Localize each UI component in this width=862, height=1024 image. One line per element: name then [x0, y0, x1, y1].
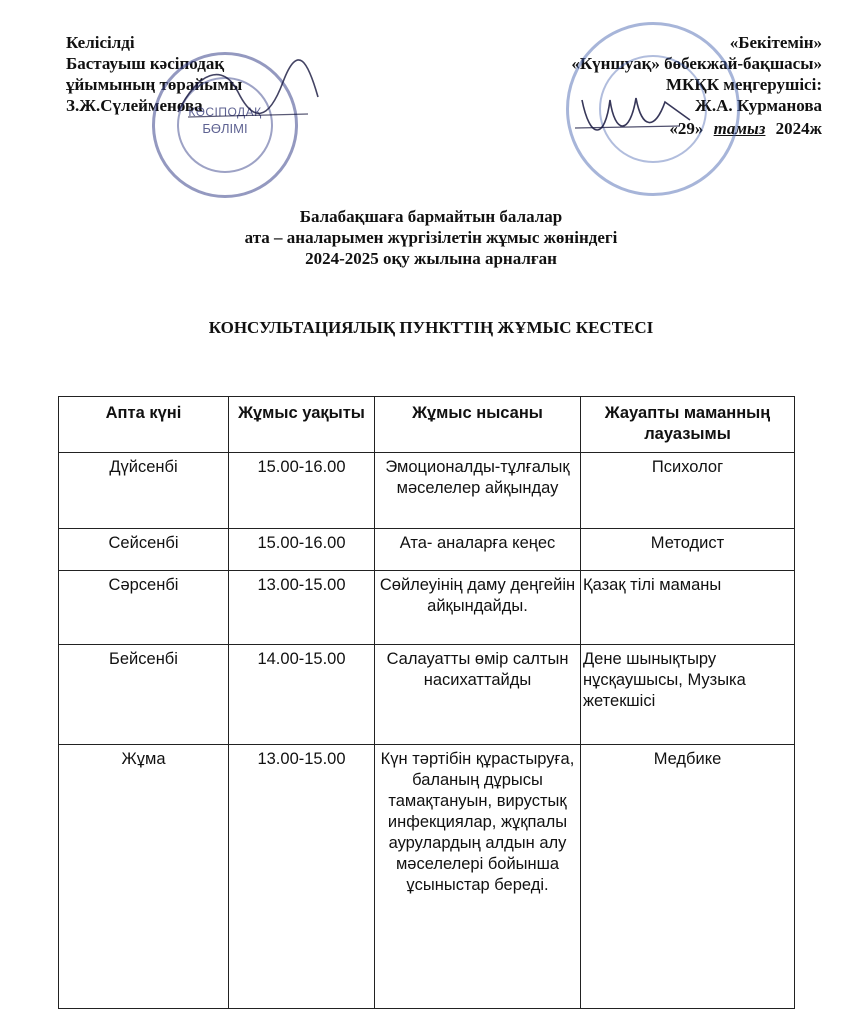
approval-left-line2: Бастауыш кәсіподақ	[66, 54, 225, 73]
table-row	[59, 745, 795, 1009]
stamp-center-text2: БӨЛІМІ	[202, 121, 248, 136]
table-row	[59, 645, 795, 745]
cell-time: 15.00-16.00	[229, 529, 375, 571]
table-row	[59, 453, 795, 529]
cell-day: Бейсенбі	[59, 645, 229, 745]
approval-right-line3: МКҚК меңгерушісі:	[666, 75, 822, 94]
approval-right-line4: Ж.А. Курманова	[695, 96, 822, 115]
cell-day: Жұма	[59, 745, 229, 1009]
date-day: «29»	[669, 119, 704, 138]
cell-time: 15.00-16.00	[229, 453, 375, 529]
union-stamp	[152, 52, 298, 198]
title-line-2: ата – аналарымен жүргізілетін жұмыс жөніндегі	[244, 228, 618, 247]
cell-day: Сәрсенбі	[59, 571, 229, 645]
approval-right-line2: «Күншуақ» бөбекжай-бақшасы»	[571, 54, 822, 73]
cell-activity: Ата- аналарға кеңес	[375, 529, 581, 571]
approval-right-line1: «Бекітемін»	[729, 33, 822, 52]
cell-day: Сейсенбі	[59, 529, 229, 571]
cell-activity: Сөйлеуінің даму деңгейін айқындайды.	[375, 571, 581, 645]
header-responsible: Жауапты маманның лауазымы	[581, 397, 795, 453]
table-row	[59, 529, 795, 571]
approval-left-line4: З.Ж.Сүлейменова	[66, 96, 203, 115]
date-year: 2024ж	[775, 119, 822, 138]
table-row	[59, 571, 795, 645]
main-title: КОНСУЛЬТАЦИЯЛЫҚ ПУНКТТІҢ ЖҰМЫС КЕСТЕСІ	[208, 318, 654, 337]
cell-responsible: Қазақ тілі маманы	[581, 571, 795, 645]
cell-activity: Салауатты өмір салтын насихаттайды	[375, 645, 581, 745]
header-activity: Жұмыс нысаны	[375, 397, 581, 453]
approval-left-line3: ұйымының төрайымы	[66, 75, 243, 94]
cell-responsible: Методист	[581, 529, 795, 571]
title-line-1: Балабақшаға бармайтын балалар	[299, 207, 563, 226]
cell-responsible: Психолог	[581, 453, 795, 529]
schedule-table	[58, 396, 795, 1009]
kindergarten-stamp	[566, 22, 740, 196]
cell-activity: Эмоционалды-тұлғалық мәселелер айқындау	[375, 453, 581, 529]
cell-time: 13.00-15.00	[229, 571, 375, 645]
header-day: Апта күні	[59, 397, 229, 453]
stamp-center-text1: КӘСІПОДАҚ	[188, 105, 262, 119]
approval-left-line1: Келісілді	[66, 33, 135, 52]
header-time: Жұмыс уақыты	[229, 397, 375, 453]
cell-time: 14.00-15.00	[229, 645, 375, 745]
cell-time: 13.00-15.00	[229, 745, 375, 1009]
cell-responsible: Дене шынықтыру нұсқаушысы, Музыка жетекшісі	[581, 645, 795, 745]
cell-responsible: Медбике	[581, 745, 795, 1009]
date-month: тамыз	[713, 119, 766, 138]
cell-activity: Күн тәртібін құрастыруға, баланың дұрысы тамақтануын, вирустық инфекциялар, жұқпалы аурулардың алдын алу мәселелері бойынша ұсыныстар береді.	[375, 745, 581, 1009]
document-subtitle	[0, 206, 862, 269]
cell-day: Дүйсенбі	[59, 453, 229, 529]
table-header-row	[59, 397, 795, 453]
title-line-3: 2024-2025 оқу жылына арналған	[305, 249, 557, 268]
